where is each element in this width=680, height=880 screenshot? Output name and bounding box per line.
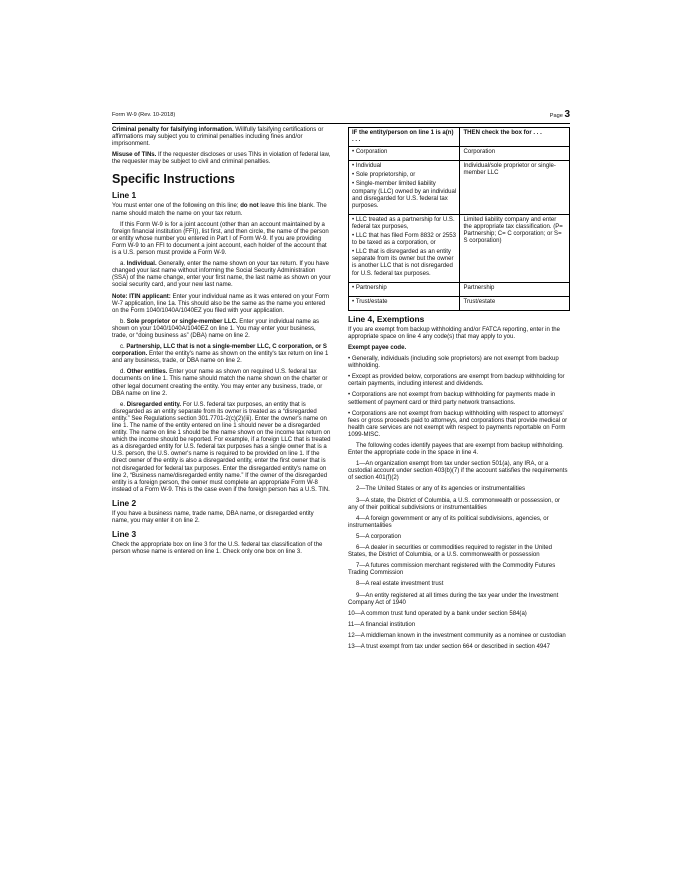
table-cell: • LLC treated as a partnership for U.S. federal tax purposes, (352, 217, 456, 231)
joint-account-paragraph: If this Form W-9 is for a joint account (other than an account maintained by a foreign financial institution (FFI)), list first, and then circle, the name of the person or entity whose number you entered in Part I of Form W-9. If you are providing Form W-9 to an FFI to document a joint account, each holder of the account that is a U.S. person must provide a Form W-9. (112, 221, 329, 257)
table-cell: Limited liability company and enter the appropriate tax classification. (P= Partnership; C= C corporation; or S= S corporation) (460, 214, 570, 282)
list-item: 13—A trust exempt from tax under section 664 or described in section 4947 (348, 643, 551, 650)
left-column (112, 127, 332, 560)
table-cell: • Corporation (352, 149, 456, 156)
exempt-payee-heading: Exempt payee code. (348, 344, 407, 351)
table-cell: • Single-member limited liability company (LLC) owned by an individual and disregarded for U.S. federal tax purposes. (352, 181, 456, 209)
table-cell: Partnership (460, 282, 570, 296)
right-column (348, 127, 570, 655)
line4-intro-paragraph: If you are exempt from backup withholding and/or FATCA reporting, enter in the appropriate space on line 4 any code(s) that may apply to you. (348, 326, 560, 340)
codes-intro-paragraph: The following codes identify payees that are exempt from backup withholding. Enter the appropriate code in the space in line 4. (348, 443, 564, 457)
table-cell: Trust/estate (460, 296, 570, 310)
table-cell: • Partnership (352, 285, 456, 292)
list-item: 8—A real estate investment trust (356, 581, 444, 588)
entity-classification-table (348, 127, 570, 311)
page-header (112, 111, 570, 124)
line1-heading: Line 1 (112, 190, 137, 201)
table-row (349, 282, 570, 296)
table-cell: Individual/sole proprietor or single-member LLC (460, 161, 570, 215)
list-item: 7—A futures commission merchant registered with the Commodity Futures Trading Commission (348, 563, 556, 577)
table-row (349, 214, 570, 282)
list-item: 6—A dealer in securities or commodities required to register in the United States, the District of Columbia, or a U.S. commonwealth or possession (348, 545, 552, 559)
bullet-paragraph: • Generally, individuals (including sole proprietors) are not exempt from backup withholding. (348, 356, 559, 370)
individual-paragraph: a. Individual. Generally, enter the name shown on your tax return. If you have changed your last name without informing the Social Security Administration (SSA) of the name change, enter your first name, the last name as shown on your social security card, and your new last name. (112, 261, 331, 289)
list-item: 9—An entity registered at all times during the tax year under the Investment Company Act of 1940 (348, 592, 559, 606)
line4-heading: Line 4, Exemptions (348, 313, 425, 324)
other-entities-paragraph: d. Other entities. Enter your name as shown on required U.S. federal tax documents on line 1. This name should match the name shown on the charter or other legal document creating the entity. You may enter any business, trade, or DBA name on line 2. (112, 369, 328, 397)
table-cell: • Sole proprietorship, or (352, 172, 456, 179)
table-cell: • Trust/estate (352, 299, 456, 306)
table-cell: Corporation (460, 147, 570, 161)
disregarded-entity-paragraph: e. Disregarded entity. For U.S. federal tax purposes, an entity that is disregarded as an entity separate from its owner is treated as a “disregarded entity.” See Regulations section 301.7701-2(c)(2)(iii). Enter the owner's name on line 1. The name of the entity entered on line 1 should never be a disregarded entity. The name on line 1 should be the name shown on the income tax return on which the income should be reported. For example, if a foreign LLC that is treated as a disregarded entity for U.S. federal tax purposes has a single owner that is a U.S. person, the U.S. owner's name is required to be provided on line 1. If the direct owner of the entity is also a disregarded entity, enter the first owner that is not disregarded for federal tax purposes. Enter the disregarded entity's name on line 2, “Business name/disregarded entity name.” If the owner of the disregarded entity is a foreign person, the owner must complete an appropriate Form W-8 instead of a Form W-9. This is the case even if the foreign person has a U.S. TIN. (112, 401, 331, 493)
exempt-codes-list (348, 461, 570, 651)
table-header-checkbox: THEN check the box for . . . (460, 128, 570, 147)
table-header-row (349, 128, 570, 147)
list-item: 11—A financial institution (348, 621, 416, 628)
sole-proprietor-paragraph: b. Sole proprietor or single-member LLC. Enter your individual name as shown on your 1040/1040A/1040EZ on line 1. You may enter your business, trade, or “doing business as” (DBA) name on line 2. (112, 318, 319, 339)
list-item: 5—A corporation (356, 533, 402, 540)
criminal-penalty-paragraph: Criminal penalty for falsifying information. Willfully falsifying certifications or affirmations may subject you to criminal penalties including fines and/or imprisonment. (112, 127, 324, 148)
bullet-paragraph: • Corporations are not exempt from backup withholding for payments made in settlement of payment card or third party network transactions. (348, 392, 556, 406)
table-cell: • LLC that is disregarded as an entity separate from its owner but the owner is another LLC that is not disregarded for U.S. federal tax purposes. (352, 249, 456, 277)
specific-instructions-heading: Specific Instructions (112, 172, 235, 187)
line3-heading: Line 3 (112, 529, 137, 540)
list-item: 2—The United States or any of its agencies or instrumentalities (356, 486, 526, 493)
list-item: 4—A foreign government or any of its political subdivisions, agencies, or instrumentalities (348, 515, 549, 529)
partnership-paragraph: c. Partnership, LLC that is not a single-member LLC, C corporation, or S corporation. Enter the entity's name as shown on the entity's tax return on line 1 and any business, trade, or DBA name on line 2. (112, 344, 329, 365)
line3-paragraph: Check the appropriate box on line 3 for the U.S. federal tax classification of the person whose name is entered on line 1. Check only one box on line 3. (112, 542, 323, 556)
table-row (349, 161, 570, 215)
line2-paragraph: If you have a business name, trade name, DBA name, or disregarded entity name, you may enter it on line 2. (112, 510, 314, 525)
table-cell: • LLC that has filed Form 8832 or 2553 to be taxed as a corporation, or (352, 233, 456, 247)
form-label: Form W-9 (Rev. 10-2018) (112, 112, 176, 118)
table-cell: • Individual (352, 163, 456, 170)
table-row (349, 147, 570, 161)
bullet-paragraph: • Corporations are not exempt from backup withholding with respect to attorneys' fees or gross proceeds paid to attorneys, and corporations that provide medical or health care services are not exempt with respect to payments reportable on Form 1099-MISC. (348, 410, 568, 438)
list-item: 1—An organization exempt from tax under section 501(a), any IRA, or a custodial account under section 403(b)(7) if the account satisfies the requirements of section 401(f)(2) (348, 461, 568, 482)
list-item: 12—A middleman known in the investment community as a nominee or custodian (348, 632, 566, 639)
table-header-entity: IF the entity/person on line 1 is a(n) . . . (349, 128, 460, 147)
list-item: 10—A common trust fund operated by a bank under section 584(a) (348, 610, 527, 617)
itin-note-paragraph: Note: ITIN applicant: Enter your individual name as it was entered on your Form W-7 application, line 1a. This should also be the same as the name you entered on the Form 1040/1040A/1040EZ you filed with your application. (112, 293, 330, 314)
bullet-paragraph: • Except as provided below, corporations are exempt from backup withholding for certain payments, including interest and dividends. (348, 374, 565, 388)
list-item: 3—A state, the District of Columbia, a U.S. commonwealth or possession, or any of their political subdivisions or instrumentalities (348, 497, 560, 511)
table-row (349, 296, 570, 310)
line1-paragraph: You must enter one of the following on this line; do not leave this line blank. The name should match the name on your tax return. (112, 203, 327, 217)
line2-heading: Line 2 (112, 497, 137, 508)
page-number: Page 3 (549, 109, 570, 120)
misuse-paragraph: Misuse of TINs. If the requester discloses or uses TINs in violation of federal law, the requester may be subject to civil and criminal penalties. (112, 152, 331, 166)
